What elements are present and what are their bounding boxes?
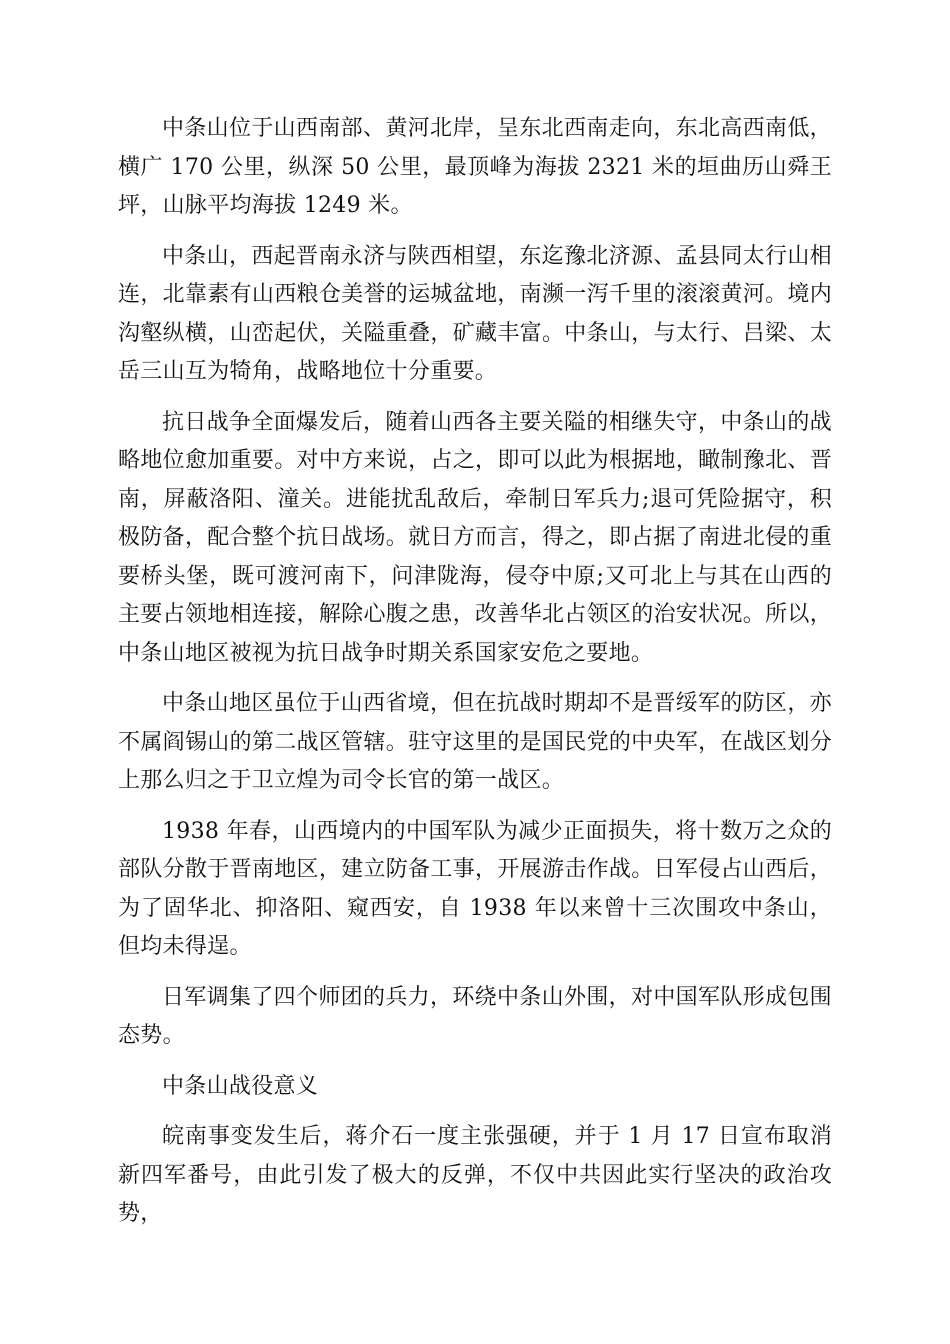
paragraph-boundaries: 中条山，西起晋南永济与陕西相望，东迄豫北济源、孟县同太行山相连，北靠素有山西粮仓美誉的运城盆地，南濒一泻千里的滚滚黄河。境内沟壑纵横，山峦起伏，关隘重叠，矿藏丰富。中条山，与太行、吕梁、太岳三山互为犄角，战略地位十分重要。 [118, 243, 832, 384]
paragraph-strategic-importance: 抗日战争全面爆发后，随着山西各主要关隘的相继失守，中条山的战略地位愈加重要。对中方来说，占之，即可以此为根据地，瞰制豫北、晋南，屏蔽洛阳、潼关。进能扰乱敌后，牵制日军兵力;退可凭险据守，积极防备，配合整个抗日战场。就日方而言，得之，即占据了南进北侵的重要桥头堡，既可渡河南下，问津陇海，侵夺中原;又可北上与其在山西的主要占领地相连接，解除心腹之患，改善华北占领区的治安状况。所以，中条山地区被视为抗日战争时期关系国家安危之要地。 [118, 409, 832, 666]
paragraph-geography: 中条山位于山西南部、黄河北岸，呈东北西南走向，东北高西南低，横广 170 公里，纵深 50 公里，最顶峰为海拔 2321 米的垣曲历山舜王坪，山脉平均海拔 1249 米。 [118, 116, 832, 218]
paragraph-encirclement: 日军调集了四个师团的兵力，环绕中条山外围，对中国军队形成包围态势。 [118, 984, 832, 1048]
document-body [118, 110, 832, 1246]
paragraph-defense-zone: 中条山地区虽位于山西省境，但在抗战时期却不是晋绥军的防区，亦不属阎锡山的第二战区管辖。驻守这里的是国民党的中央军，在战区划分上那么归之于卫立煌为司令长官的第一战区。 [118, 691, 832, 793]
paragraph-1938: 1938 年春，山西境内的中国军队为减少正面损失，将十数万之众的部队分散于晋南地区，建立防备工事，开展游击作战。日军侵占山西后，为了固华北、抑洛阳、窥西安，自 1938 年以来曾十三次围攻中条山，但均未得逞。 [118, 818, 832, 959]
section-heading: 中条山战役意义 [162, 1073, 319, 1099]
paragraph-wannan-incident: 皖南事变发生后，蒋介石一度主张强硬，并于 1 月 17 日宣布取消新四军番号，由此引发了极大的反弹，不仅中共因此实行坚决的政治攻势， [118, 1124, 832, 1226]
